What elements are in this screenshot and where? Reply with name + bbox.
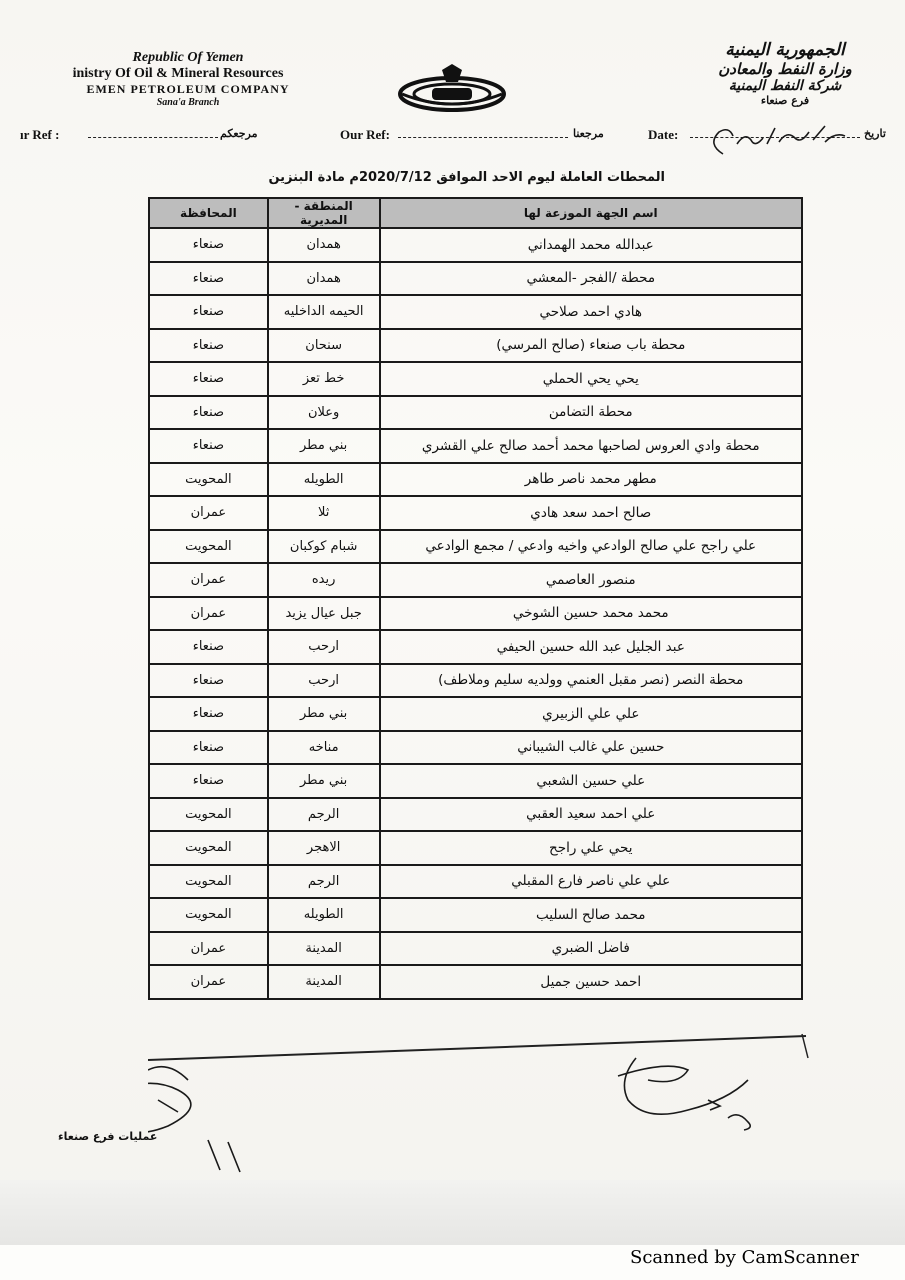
our-ref-ar-label: مرجعنا	[573, 128, 604, 140]
page-title: المحطات العاملة ليوم الاحد الموافق 2020/7/12م مادة البنزين	[268, 170, 665, 185]
cell-area: ثلا	[268, 496, 380, 530]
cell-station-name: علي علي الزبيري	[380, 697, 802, 731]
cell-station-name: محطة وادي العروس لصاحبها محمد أحمد صالح علي القشري	[380, 429, 802, 463]
cell-station-name: محطة التضامن	[380, 396, 802, 430]
table-row	[149, 362, 802, 396]
cell-station-name: علي علي ناصر فارع المقبلي	[380, 865, 802, 899]
cell-station-name: محمد محمد حسين الشوخي	[380, 597, 802, 631]
letterhead-ar-branch: فرع صنعاء	[760, 94, 810, 107]
cell-governorate: صنعاء	[149, 731, 268, 765]
cell-governorate: صنعاء	[149, 362, 268, 396]
cell-station-name: عبد الجليل عبد الله حسين الحيفي	[380, 630, 802, 664]
cell-area: الحيمه الداخليه	[268, 295, 380, 329]
cell-station-name: مطهر محمد ناصر طاهر	[380, 463, 802, 497]
date-label: Date:	[648, 127, 679, 142]
cell-station-name: علي احمد سعيد العقبي	[380, 798, 802, 832]
cell-governorate: عمران	[149, 597, 268, 631]
cell-governorate: عمران	[149, 563, 268, 597]
cell-station-name: يحي علي راجح	[380, 831, 802, 865]
cell-area: ارحب	[268, 630, 380, 664]
arabic-letterhead	[675, 40, 895, 107]
table-row	[149, 865, 802, 899]
table-body	[149, 228, 802, 999]
cell-area: شبام كوكبان	[268, 530, 380, 564]
cell-area: الاهجر	[268, 831, 380, 865]
table-row	[149, 630, 802, 664]
cell-governorate: صنعاء	[149, 697, 268, 731]
letterhead-ar-company: شركة النفط اليمنية	[728, 78, 842, 94]
cell-area: مناخه	[268, 731, 380, 765]
cell-area: الطويله	[268, 898, 380, 932]
cell-station-name: حسين علي غالب الشيباني	[380, 731, 802, 765]
cell-governorate: صنعاء	[149, 396, 268, 430]
cell-station-name: يحي يحي الحملي	[380, 362, 802, 396]
cell-area: خط تعز	[268, 362, 380, 396]
cell-governorate: صنعاء	[149, 630, 268, 664]
cell-station-name: فاضل الضبري	[380, 932, 802, 966]
table-row	[149, 262, 802, 296]
your-ref-rule	[88, 137, 218, 138]
cell-governorate: عمران	[149, 932, 268, 966]
your-ref-ar-label: مرجعكم	[220, 128, 258, 140]
table-row	[149, 463, 802, 497]
stations-table	[148, 197, 803, 1000]
cell-station-name: منصور العاصمي	[380, 563, 802, 597]
table-row	[149, 228, 802, 262]
cell-station-name: صالح احمد سعد هادي	[380, 496, 802, 530]
signatures-icon	[148, 1030, 813, 1180]
table-row	[149, 597, 802, 631]
cell-area: همدان	[268, 228, 380, 262]
letterhead-ministry: inistry Of Oil & Mineral Resources	[72, 66, 284, 81]
letterhead-republic: Republic Of Yemen	[132, 50, 244, 65]
handwritten-date-icon	[705, 114, 855, 159]
english-letterhead	[28, 50, 348, 108]
column-header-area: المنطقة - المديرية	[268, 198, 380, 228]
table-row	[149, 664, 802, 698]
letterhead-company: EMEN PETROLEUM COMPANY	[86, 82, 290, 96]
column-header-governorate: المحافظة	[149, 198, 268, 228]
cell-governorate: صنعاء	[149, 295, 268, 329]
company-logo-icon	[392, 62, 512, 117]
date-ar-label: تاريخ	[864, 128, 886, 140]
our-ref-rule	[398, 137, 568, 138]
cell-area: ريده	[268, 563, 380, 597]
cell-station-name: هادي احمد صلاحي	[380, 295, 802, 329]
cell-governorate: المحويت	[149, 463, 268, 497]
cell-governorate: المحويت	[149, 898, 268, 932]
table-row	[149, 965, 802, 999]
cell-governorate: المحويت	[149, 865, 268, 899]
our-ref-label: Our Ref:	[340, 127, 390, 142]
table-row	[149, 932, 802, 966]
table-row	[149, 496, 802, 530]
cell-station-name: محطة /الفجر -المعشي	[380, 262, 802, 296]
cell-area: جبل عيال يزيد	[268, 597, 380, 631]
cell-area: بني مطر	[268, 429, 380, 463]
cell-area: همدان	[268, 262, 380, 296]
cell-area: الرجم	[268, 798, 380, 832]
cell-governorate: صنعاء	[149, 429, 268, 463]
cell-governorate: المحويت	[149, 798, 268, 832]
cell-governorate: المحويت	[149, 831, 268, 865]
cell-station-name: محطة النصر (نصر مقبل العنمي وولديه سليم وملاطف)	[380, 664, 802, 698]
cell-area: بني مطر	[268, 697, 380, 731]
cell-governorate: صنعاء	[149, 764, 268, 798]
cell-station-name: احمد حسين جميل	[380, 965, 802, 999]
table-row	[149, 329, 802, 363]
cell-governorate: صنعاء	[149, 228, 268, 262]
table-row	[149, 798, 802, 832]
cell-area: المدينة	[268, 965, 380, 999]
table-row	[149, 898, 802, 932]
cell-governorate: صنعاء	[149, 329, 268, 363]
table-row	[149, 764, 802, 798]
cell-area: الطويله	[268, 463, 380, 497]
cell-station-name: علي راجح علي صالح الوادعي واخيه وادعي / مجمع الوادعي	[380, 530, 802, 564]
cell-station-name: محطة باب صنعاء (صالح المرسي)	[380, 329, 802, 363]
cell-station-name: محمد صالح السليب	[380, 898, 802, 932]
table-header-row	[149, 198, 802, 228]
cell-governorate: عمران	[149, 496, 268, 530]
letterhead-ar-ministry: وزارة النفط والمعادن	[718, 60, 852, 78]
table-row	[149, 563, 802, 597]
table-row	[149, 831, 802, 865]
your-ref-label: ır Ref :	[20, 127, 60, 142]
table-row	[149, 697, 802, 731]
scanner-watermark: Scanned by CamScanner	[630, 1247, 859, 1268]
cell-area: سنحان	[268, 329, 380, 363]
cell-governorate: المحويت	[149, 530, 268, 564]
scan-shadow	[0, 1180, 905, 1245]
column-header-name: اسم الجهة الموزعة لها	[380, 198, 802, 228]
table-row	[149, 396, 802, 430]
branch-operations-stamp: عمليات فرع صنعاء	[58, 1130, 158, 1143]
letterhead-ar-republic: الجمهورية اليمنية	[725, 40, 845, 60]
table-row	[149, 295, 802, 329]
cell-governorate: صنعاء	[149, 664, 268, 698]
cell-station-name: علي حسين الشعبي	[380, 764, 802, 798]
letterhead-branch: Sana'a Branch	[156, 97, 220, 108]
cell-area: ارحب	[268, 664, 380, 698]
table-row	[149, 530, 802, 564]
cell-area: الرجم	[268, 865, 380, 899]
table-row	[149, 731, 802, 765]
cell-area: بني مطر	[268, 764, 380, 798]
cell-station-name: عبدالله محمد الهمداني	[380, 228, 802, 262]
table-row	[149, 429, 802, 463]
cell-governorate: عمران	[149, 965, 268, 999]
cell-area: المدينة	[268, 932, 380, 966]
cell-governorate: صنعاء	[149, 262, 268, 296]
cell-area: وعلان	[268, 396, 380, 430]
